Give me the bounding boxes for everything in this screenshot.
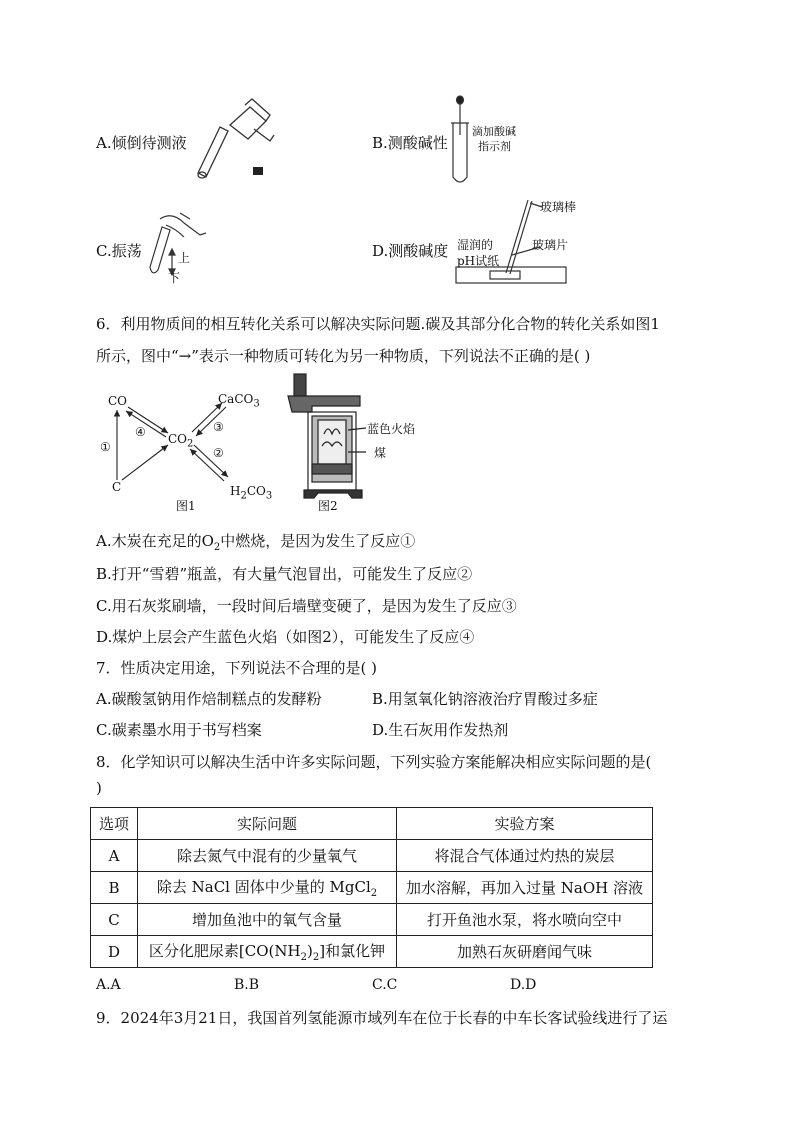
q7-option-d[interactable]: D.生石灰用作发热剂 xyxy=(372,721,509,739)
row-d-problem-pre: 区分化肥尿素[CO(NH xyxy=(148,942,301,960)
node-h2co3-sub1: 2 xyxy=(240,490,247,502)
table-row xyxy=(91,872,653,904)
q6-option-c[interactable]: C.用石灰浆刷墙，一段时间后墙壁变硬了，是因为发生了反应③ xyxy=(96,597,517,615)
q6-option-a-pre: A.木炭在充足的O xyxy=(96,532,214,550)
node-co2 xyxy=(168,432,193,449)
node-co2-sub: 2 xyxy=(187,438,194,450)
row-d-problem-post: ]和氯化钾 xyxy=(319,942,386,960)
node-h2co3-sub2: 3 xyxy=(265,490,273,502)
q6-option-d[interactable]: D.煤炉上层会产生蓝色火焰（如图2），可能发生了反应④ xyxy=(96,628,475,646)
q9-stem: 9．2024年3月21日，我国首列氢能源市域列车在位于长春的中车长客试验线进行了运 xyxy=(96,1009,668,1027)
reaction-4-label: ④ xyxy=(135,425,146,439)
ph-paper-label-1: 湿润的 xyxy=(457,238,494,252)
q6-option-a[interactable] xyxy=(96,530,415,553)
arrow-co-to-co2 xyxy=(128,407,168,433)
header-plan: 实验方案 xyxy=(397,808,653,840)
dropper-label-2: 指示剂 xyxy=(478,140,511,153)
table-row xyxy=(91,840,653,872)
q5-option-c[interactable]: C.振荡 xyxy=(96,242,142,260)
table-row xyxy=(91,936,653,968)
q6-stem-line-1: 6．利用物质间的相互转化关系可以解决实际问题.碳及其部分化合物的转化关系如图1 xyxy=(96,315,660,333)
arrow-c-to-co2 xyxy=(122,445,168,480)
glass-rod-label: 玻璃棒 xyxy=(540,200,577,214)
header-problem: 实际问题 xyxy=(138,808,397,840)
pour-liquid-figure xyxy=(190,95,280,185)
header-option: 选项 xyxy=(91,808,138,840)
figure-2-caption: 图2 xyxy=(318,499,338,513)
q7-option-c[interactable]: C.碳素墨水用于书写档案 xyxy=(96,721,262,739)
row-b-problem xyxy=(138,872,397,904)
coal-label: 煤 xyxy=(374,446,387,460)
row-c-option: C xyxy=(91,904,138,936)
q7-option-a[interactable]: A.碳酸氢钠用作焙制糕点的发酵粉 xyxy=(96,690,322,708)
shake-down-label: 下 xyxy=(168,271,181,285)
q7-option-b[interactable]: B.用氢氧化钠溶液治疗胃酸过多症 xyxy=(372,690,598,708)
row-d-plan: 加熟石灰研磨闻气味 xyxy=(397,936,653,968)
node-co2-text: CO xyxy=(168,432,188,446)
row-b-problem-sub: 2 xyxy=(370,888,378,899)
row-a-plan: 将混合气体通过灼热的炭层 xyxy=(397,840,653,872)
dropper-label-1: 滴加酸碱 xyxy=(472,125,516,138)
q6-stem-line-2: 所示，图中“→”表示一种物质可转化为另一种物质，下列说法不正确的是( ) xyxy=(96,347,591,365)
arrow-co2-to-co xyxy=(126,411,166,437)
node-h2co3-h: H xyxy=(230,484,241,498)
q5-option-d[interactable]: D.测酸碱度 xyxy=(372,242,449,260)
glass-plate-label: 玻璃片 xyxy=(532,238,569,252)
ph-paper-label-2: pH试纸 xyxy=(457,254,500,268)
reaction-3-label: ③ xyxy=(213,420,224,434)
node-caco3-sub: 3 xyxy=(253,398,260,410)
row-b-problem-text: 除去 NaCl 固体中少量的 MgCl xyxy=(156,878,371,896)
coal-stove-figure xyxy=(282,372,372,502)
row-c-plan: 打开鱼池水泵，将水喷向空中 xyxy=(397,904,653,936)
q5-option-a[interactable]: A.倾倒待测液 xyxy=(96,134,187,152)
node-co: CO xyxy=(108,394,128,408)
row-d-problem-sub2: 2 xyxy=(312,952,320,963)
row-b-option: B xyxy=(91,872,138,904)
q8-table xyxy=(90,807,653,968)
q8-answer-b[interactable]: B.B xyxy=(234,977,260,993)
q6-option-a-sub: 2 xyxy=(213,542,221,553)
q7-stem: 7．性质决定用途，下列说法不合理的是( ) xyxy=(96,659,378,677)
q8-answer-d[interactable]: D.D xyxy=(510,977,537,993)
node-caco3-text: CaCO xyxy=(218,392,254,406)
q6-option-b[interactable]: B.打开“雪碧”瓶盖，有大量气泡冒出，可能发生了反应② xyxy=(96,565,473,583)
node-caco3 xyxy=(218,392,260,409)
row-d-option: D xyxy=(91,936,138,968)
node-h2co3 xyxy=(230,484,272,501)
row-d-problem xyxy=(138,936,397,968)
q8-stem-line-1: 8．化学知识可以解决生活中许多实际问题，下列实验方案能解决相应实际问题的是( xyxy=(96,753,652,771)
figure-1-caption: 图1 xyxy=(176,499,196,513)
reaction-2-label: ② xyxy=(213,446,224,460)
row-a-option: A xyxy=(91,840,138,872)
row-b-plan: 加水溶解，再加入过量 NaOH 溶液 xyxy=(397,872,653,904)
row-a-problem: 除去氮气中混有的少量氧气 xyxy=(138,840,397,872)
shake-up-label: 上 xyxy=(178,251,191,265)
table-row xyxy=(91,904,653,936)
node-h2co3-co: CO xyxy=(246,484,266,498)
row-d-problem-sub: 2 xyxy=(300,952,307,963)
q8-stem-line-2: ) xyxy=(96,779,102,797)
row-d-problem-mid: ) xyxy=(306,942,313,960)
reaction-1-label: ① xyxy=(100,440,111,454)
q6-option-a-post: 中燃烧，是因为发生了反应① xyxy=(220,532,416,550)
q5-option-b[interactable]: B.测酸碱性 xyxy=(372,134,448,152)
q8-answer-c[interactable]: C.C xyxy=(372,977,398,993)
row-c-problem: 增加鱼池中的氧气含量 xyxy=(138,904,397,936)
blue-flame-label: 蓝色火焰 xyxy=(367,422,416,436)
node-c: C xyxy=(112,480,122,494)
q8-answer-a[interactable]: A.A xyxy=(96,977,121,993)
table-header-row xyxy=(91,808,653,840)
